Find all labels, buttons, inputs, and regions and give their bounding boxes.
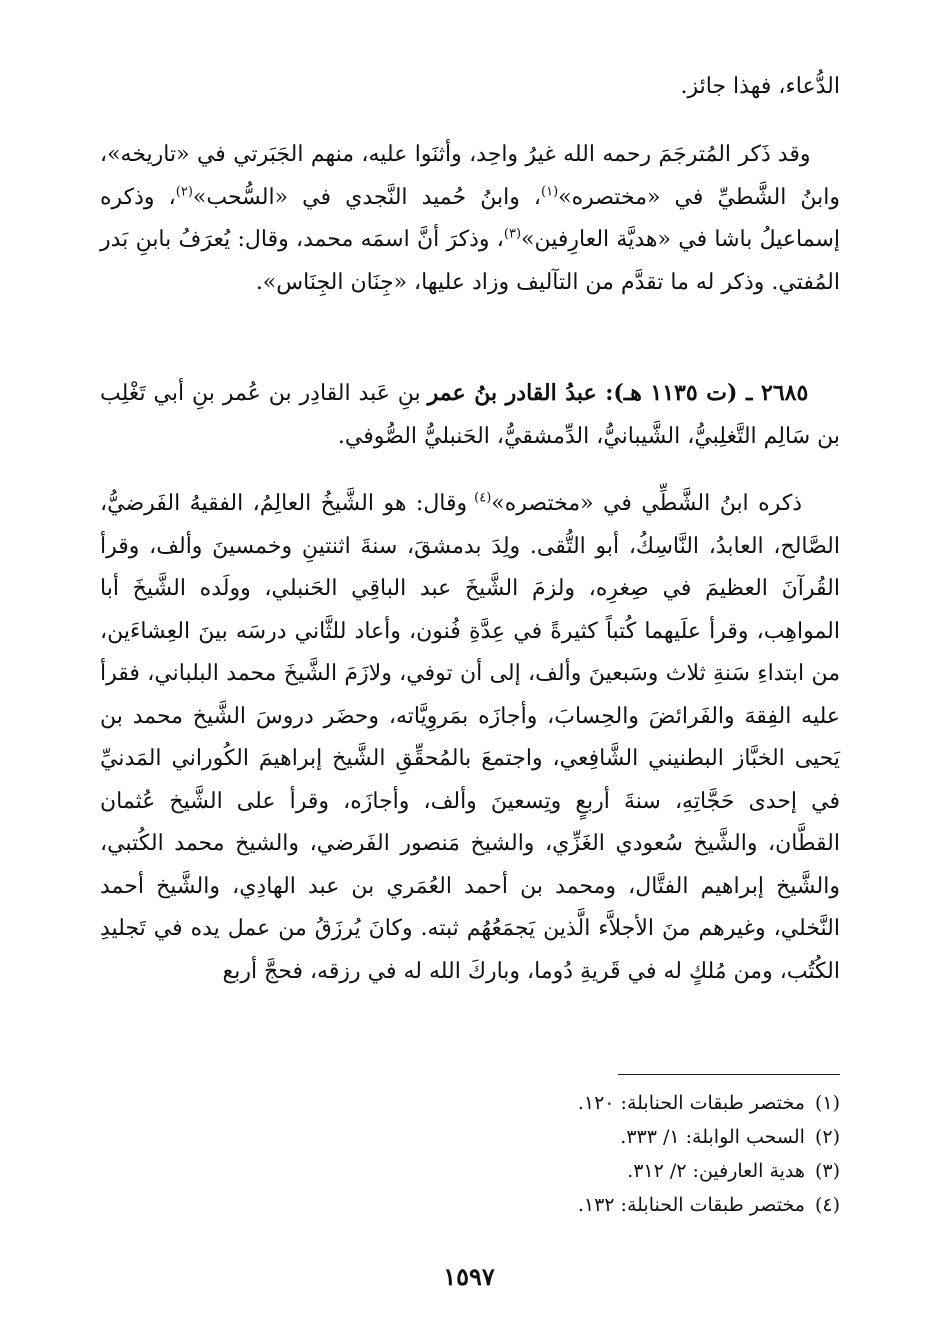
footnote-number: (٤) [814, 1194, 840, 1216]
continuation-line [100, 66, 840, 109]
biography-paragraph [100, 134, 840, 304]
paragraph-text: ذكره ابنُ الشَّطِّي في «مختصره» [491, 491, 803, 516]
footnote-number: (٣) [814, 1160, 840, 1182]
footnote-number: (١) [814, 1092, 840, 1114]
page-number: ١٥٩٧ [443, 1262, 495, 1291]
paragraph-text: ، وابنُ حُميد النَّجدي في «السُّحب» [192, 184, 542, 210]
footnote-text: السحب الوابلة: ١/ ٣٣٣. [620, 1126, 805, 1148]
footnote-number: (٢) [814, 1126, 840, 1148]
paragraph-text: ، وذكرَ أنَّ اسمَه محمد، وقال: يُعرَفُ بابنِ بَدر المُفتي. وذكر له ما تقدَّم من التآليف وزاد عليها، «جِنَان الجِنَاس». [100, 227, 840, 295]
paragraph-text: ، وذكره إسماعيلُ باشا في «هديَّة العارِفين» [100, 184, 840, 252]
footnote-text: مختصر طبقات الحنابلة: ١٢٠. [577, 1092, 805, 1114]
entry-lineage: بنِ عَبد القادِر بن عُمر بنِ أبي تَغْلِب بن سَالِم التَّغلِبيُّ، الشَّيبانيُّ، الدِّمشقيُّ، الحَنبليُّ الصُّوفي. [100, 381, 840, 449]
footnote-ref: (٣) [503, 226, 522, 242]
footnote-item [460, 1120, 840, 1154]
footnote-ref: (٤) [474, 490, 492, 506]
footnote-item [460, 1188, 840, 1222]
footnote-item [460, 1086, 840, 1120]
footnote-separator [618, 1074, 840, 1075]
entry-heading: ٢٦٨٥ ـ (ت ١١٣٥ هـ): عبدُ القادر بنُ عمر [427, 380, 809, 406]
footnote-text: هدية العارفين: ٢/ ٣١٢. [627, 1160, 805, 1182]
continuation-text: الدُّعاء، فهذا جائز. [680, 74, 840, 99]
footnote-text: مختصر طبقات الحنابلة: ١٣٢. [577, 1194, 805, 1216]
footnotes-list [460, 1086, 840, 1222]
paragraph-text: وقد ذَكر المُترجَمَ رحمه الله غيرُ واحِد، وأثنَوا عليه، منهم الجَبَرتي في «تاريخه»، وابنُ الشَّطيِّ في «مختصره» [100, 142, 840, 210]
paragraph-text: وقال: هو الشَّيخُ العالِمُ، الفقيهُ الفَرضيُّ، الصَّالح، العابدُ، النَّاسِكُ، أبو التُّقى. ولِدَ بدمشقَ، سنةَ اثنتينِ وخمسينَ وألف، وقرأ القُرآنَ العظيمَ في صِغرِه، ولزمَ الشَّيخَ عبد الباقِي الحَنبلي، وولَده الشَّيخَ أبا المواهِب، وقرأ علَيهما كُتباً كثيرةً في عِدَّةِ فُنون، وأعاد للثَّاني درسَه بينَ العِشاءَين، من ابتداءِ سَنةِ ثلاث وسَبعينَ وألف، إلى أن توفي، ولازَمَ الشَّيخَ محمد البلباني، فقرأ عليه الفِقهَ والفَرائضَ والحِسابَ، وأجازَه بمَروِيَّاته، وحضَر دروسَ الشَّيخ محمد بن يَحيى الخبَّاز البطنيني الشَّافِعي، واجتمعَ بالمُحقِّقِ الشَّيخ إبراهيمَ الكُوراني المَدنيِّ في إحدى حَجَّاتِهِ، سنةَ أربعٍ وتِسعينَ وألف، وأجازَه، وقرأ على الشَّيخ عُثمان القطَّان، والشَّيخ سُعودي الغَزِّي، والشيخ مَنصور الفَرضي، والشيخ محمد الكُتبي، والشَّيخ إبراهيم الفتَّال، ومحمد بن أحمد العُمَري بن عبد الهادِي، والشَّيخ أحمد النَّخلي، وغيرهم منَ الأجلاَّء الَّذين يَجمَعُهُم ثبته. وكانَ يُرزَقُ من عمل يده في تَجليدِ الكُتُب، ومن مُلكٍ له في قَريةِ دُوما، وباركَ الله له في رزقه، فحجَّ أربع [100, 491, 840, 984]
footnote-item [460, 1154, 840, 1188]
entry-heading-paragraph [100, 372, 840, 458]
footnote-ref: (١) [541, 184, 559, 200]
biography-paragraph [100, 483, 840, 993]
footnote-ref: (٢) [175, 184, 193, 200]
